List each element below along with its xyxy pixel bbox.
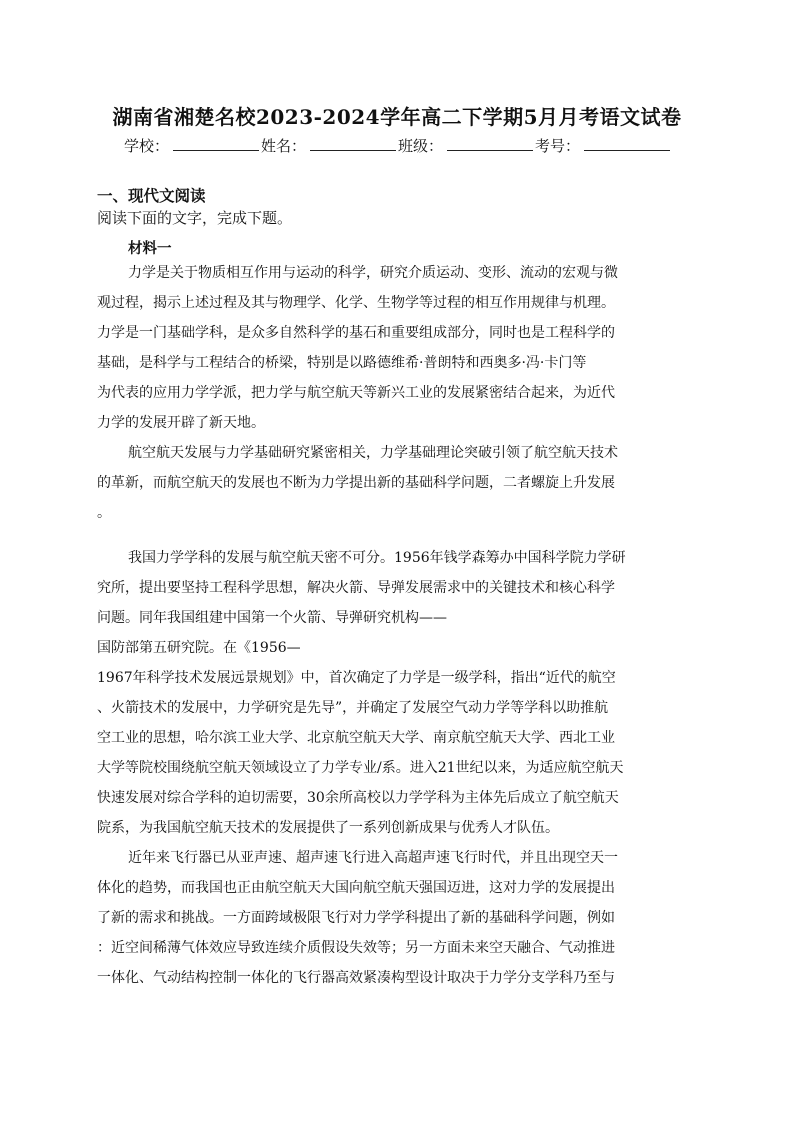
text-line: 近年来飞行器已从亚声速、超声速飞行进入高超声速飞行时代，并且出现空天一 bbox=[128, 850, 618, 866]
text-line: 院系，为我国航空航天技术的发展提供了一系列创新成果与优秀人才队伍。 bbox=[97, 820, 559, 836]
text-line: 1967年科学技术发展远景规划》中，首次确定了力学是一级学科，指出“近代的航空 bbox=[97, 670, 616, 686]
name-blank[interactable] bbox=[310, 136, 396, 151]
text-line: 问题。同年我国组建中国第一个火箭、导弹研究机构—— bbox=[97, 610, 447, 626]
student-info-line bbox=[124, 135, 672, 156]
id-blank[interactable] bbox=[584, 136, 670, 151]
school-blank[interactable] bbox=[173, 136, 259, 151]
class-blank[interactable] bbox=[447, 136, 533, 151]
text-line: 究所，提出要坚持工程科学思想，解决火箭、导弹发展需求中的关键技术和核心科学 bbox=[97, 580, 615, 596]
text-line: 我国力学学科的发展与航空航天密不可分。1956年钱学森筹办中国科学院力学研 bbox=[128, 550, 626, 566]
passage-block-1 bbox=[97, 258, 697, 528]
name-label: 姓名： bbox=[261, 137, 307, 155]
text-line: 为代表的应用力学学派，把力学与航空航天等新兴工业的发展紧密结合起来，为近代 bbox=[97, 385, 615, 401]
text-line: 大学等院校围绕航空航天领域设立了力学专业/系。进入21世纪以来，为适应航空航天 bbox=[97, 760, 624, 776]
text-line: 力学的发展开辟了新天地。 bbox=[97, 415, 265, 431]
passage-block-2 bbox=[97, 543, 697, 993]
instruction-text: 阅读下面的文字，完成下题。 bbox=[97, 209, 293, 227]
text-line: 的革新，而航空航天的发展也不断为力学提出新的基础科学问题，二者螺旋上升发展 bbox=[97, 475, 615, 491]
material-label: 材料一 bbox=[128, 240, 172, 257]
text-line: 快速发展对综合学科的迫切需要，30余所高校以力学学科为主体先后成立了航空航天 bbox=[97, 790, 619, 806]
text-line: 国防部第五研究院。在《1956— bbox=[97, 640, 301, 656]
text-line: 基础，是科学与工程结合的桥梁，特别是以路德维希·普朗特和西奥多·冯·卡门等 bbox=[97, 355, 587, 371]
text-line: 。 bbox=[97, 505, 111, 521]
text-line: 体化的趋势，而我国也正由航空航天大国向航空航天强国迈进，这对力学的发展提出 bbox=[97, 880, 615, 896]
page-title: 湖南省湘楚名校2023-2024学年高二下学期5月月考语文试卷 bbox=[112, 105, 682, 129]
text-line: 了新的需求和挑战。一方面跨域极限飞行对力学学科提出了新的基础科学问题，例如 bbox=[97, 910, 615, 926]
text-line: 力学是关于物质相互作用与运动的科学，研究介质运动、变形、流动的宏观与微 bbox=[128, 265, 618, 281]
id-label: 考号： bbox=[535, 137, 581, 155]
class-label: 班级： bbox=[398, 137, 444, 155]
section-heading: 一、现代文阅读 bbox=[97, 187, 206, 205]
text-line: 观过程，揭示上述过程及其与物理学、化学、生物学等过程的相互作用规律与机理。 bbox=[97, 295, 615, 311]
text-line: 空工业的思想，哈尔滨工业大学、北京航空航天大学、南京航空航天大学、西北工业 bbox=[97, 730, 615, 746]
text-line: 一体化、气动结构控制一体化的飞行器高效紧凑构型设计取决于力学分支学科乃至与 bbox=[97, 970, 615, 986]
text-line: 、火箭技术的发展中，力学研究是先导”，并确定了发展空气动力学等学科以助推航 bbox=[97, 700, 609, 716]
text-line: 航空航天发展与力学基础研究紧密相关，力学基础理论突破引领了航空航天技术 bbox=[128, 445, 618, 461]
text-line: ：近空间稀薄气体效应导致连续介质假设失效等；另一方面未来空天融合、气动推进 bbox=[97, 940, 615, 956]
text-line: 力学是一门基础学科，是众多自然科学的基石和重要组成部分，同时也是工程科学的 bbox=[97, 325, 615, 341]
school-label: 学校： bbox=[124, 137, 170, 155]
